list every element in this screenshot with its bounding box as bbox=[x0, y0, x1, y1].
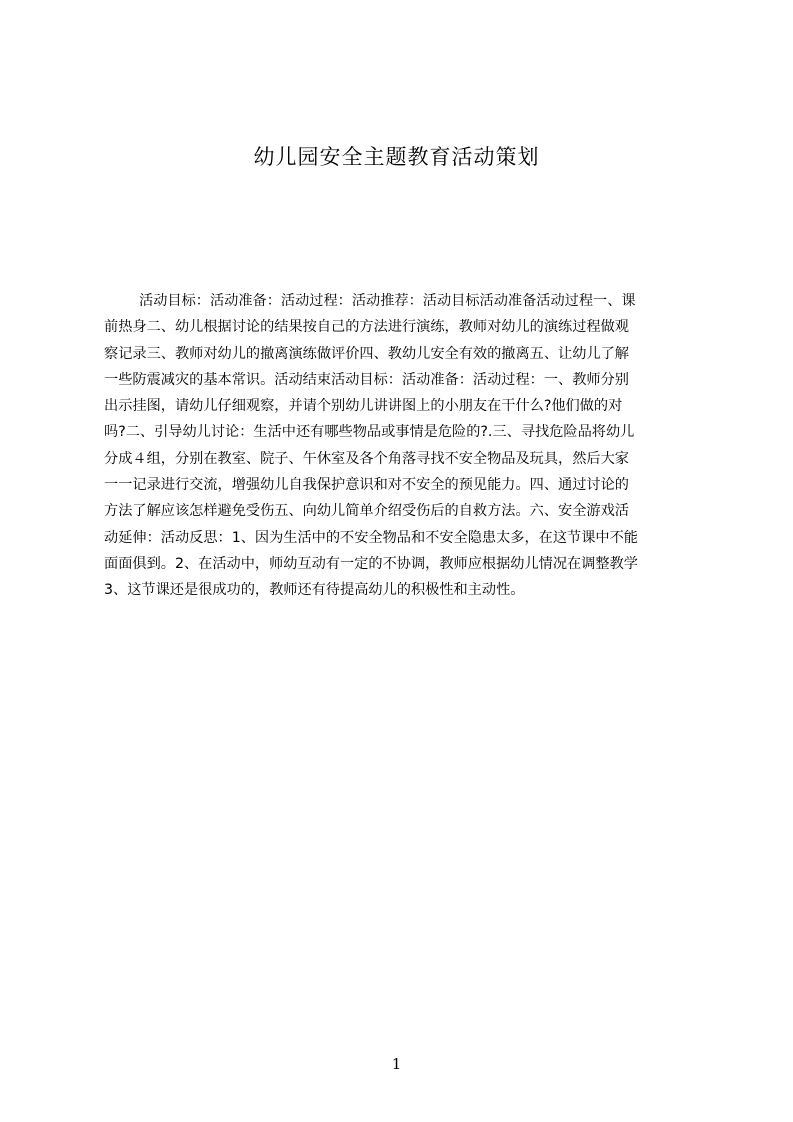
body-line: 分成４组，分别在教室、院子、午休室及各个角落寻找不安全物品及玩具，然后大家 bbox=[104, 450, 629, 467]
body-paragraph bbox=[104, 288, 698, 604]
body-line: 一一记录进行交流，增强幼儿自我保护意识和对不安全的预见能力。四、通过讨论的 bbox=[104, 477, 629, 494]
body-line: 动延伸：活动反思：1、因为生活中的不安全物品和不安全隐患太多，在这节课中不能 bbox=[104, 529, 638, 546]
body-line: 出示挂图，请幼儿仔细观察，并请个别幼儿讲讲图上的小朋友在干什么?他们做的对 bbox=[104, 398, 623, 415]
document-title: 幼儿园安全主题教育活动策划 bbox=[253, 145, 540, 169]
body-line: 察记录三、教师对幼儿的撤离演练做评价四、教幼儿安全有效的撤离五、让幼儿了解 bbox=[104, 345, 629, 362]
body-line: 一些防震减灾的基本常识。活动结束活动目标：活动准备：活动过程：一、教师分别 bbox=[104, 371, 629, 388]
body-line: 方法了解应该怎样避免受伤五、向幼儿简单介绍受伤后的自救方法。六、安全游戏活 bbox=[104, 503, 629, 520]
body-line: 吗?二、引导幼儿讨论：生活中还有哪些物品或事情是危险的?.三、寻找危险品将幼儿 bbox=[104, 424, 635, 441]
body-line: 活动目标：活动准备：活动过程：活动推荐：活动目标活动准备活动过程一、课 bbox=[139, 293, 636, 309]
body-line: 前热身二、幼儿根据讨论的结果按自己的方法进行演练，教师对幼儿的演练过程做观 bbox=[104, 319, 629, 336]
page-number: 1 bbox=[391, 1055, 402, 1073]
body-line: 3、这节课还是很成功的，教师还有待提高幼儿的积极性和主动性。 bbox=[104, 582, 525, 599]
body-line: 面面俱到。2、在活动中，师幼互动有一定的不协调，教师应根据幼儿情况在调整教学 bbox=[104, 555, 638, 572]
